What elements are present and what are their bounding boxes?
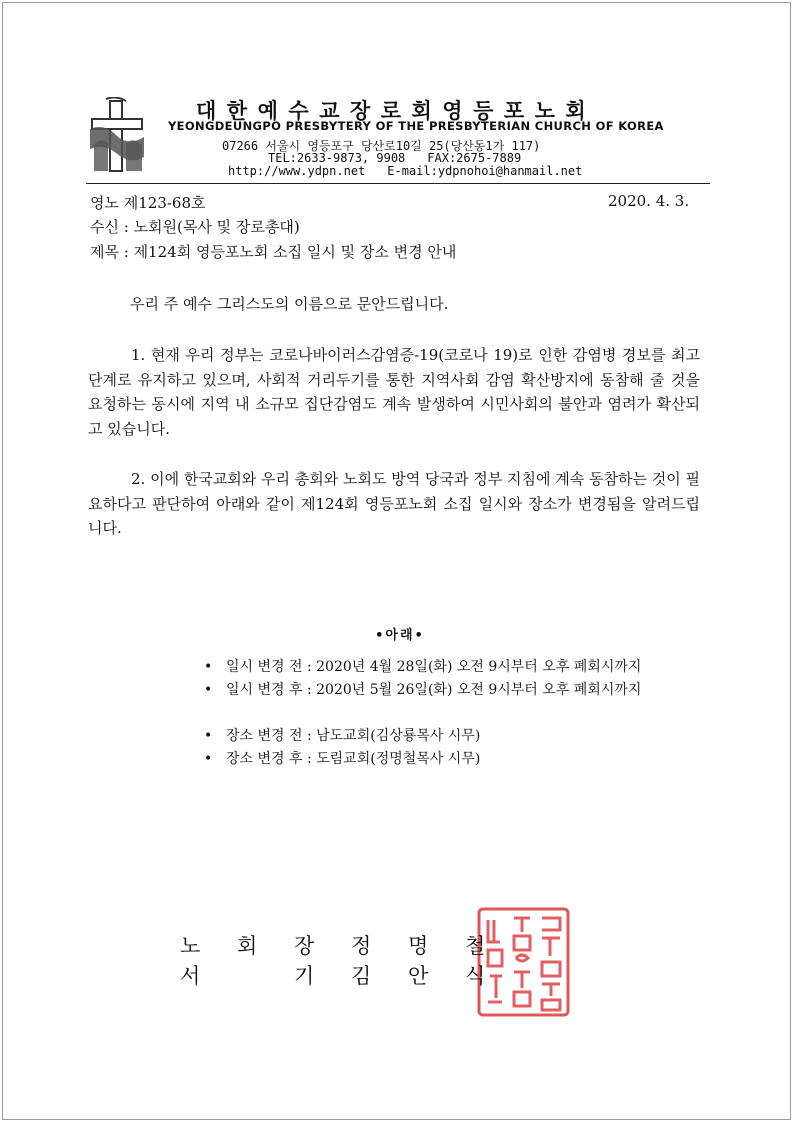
tel: TEL:2633-9873, 9908 bbox=[268, 151, 406, 165]
notice-heading: •아래• bbox=[375, 628, 425, 643]
greeting: 우리 주 예수 그리스도의 이름으로 문안드립니다. bbox=[130, 295, 449, 313]
list-item: • 일시 변경 후 : 2020년 5월 26일(화) 오전 9시부터 오후 폐회시까지 bbox=[204, 682, 642, 698]
letter-date: 2020. 4. 3. bbox=[608, 192, 690, 210]
list-item: • 장소 변경 후 : 도림교회(정명철목사 시무) bbox=[204, 751, 481, 767]
bullet-icon: • bbox=[204, 728, 213, 744]
email-link[interactable]: E-mail:ydpnohoi@hanmail.net bbox=[387, 164, 583, 178]
fax: FAX:2675-7889 bbox=[427, 151, 522, 165]
presbytery-logo-icon bbox=[86, 97, 148, 173]
signature-line-clerk: 서 기 김 안 식 bbox=[180, 964, 486, 988]
list-item: • 일시 변경 전 : 2020년 4월 28일(화) 오전 9시부터 오후 폐회시까지 bbox=[204, 659, 642, 675]
phone-fax bbox=[268, 151, 521, 165]
subject: 제목 : 제124회 영등포노회 소집 일시 및 장소 변경 안내 bbox=[90, 243, 457, 261]
place-change-list bbox=[204, 725, 480, 771]
recipient: 수신 : 노회원(목사 및 장로총대) bbox=[90, 218, 300, 236]
web-email bbox=[228, 164, 582, 178]
paragraph-2: 2. 이에 한국교회와 우리 총회와 노회도 방역 당국과 정부 지침에 계속 동참하는 것이 필요하다고 판단하여 아래와 같이 제124회 영등포노회 소집 일시와 장소가 변경됨을 알려드립니다. bbox=[88, 470, 700, 537]
bullet-icon: • bbox=[204, 682, 213, 698]
website-link[interactable]: http://www.ydpn.net bbox=[228, 164, 366, 178]
address: 07266 서울시 영등포구 당산로10길 25(당산동1가 117) bbox=[222, 139, 541, 153]
document-number: 영노 제123-68호 bbox=[90, 194, 206, 212]
organization-name-korean: 대한예수교장로회영등포노회 bbox=[196, 99, 597, 123]
date-change-list bbox=[204, 656, 641, 702]
list-item: • 장소 변경 전 : 남도교회(김상룡목사 시무) bbox=[204, 728, 481, 744]
signature-line-moderator: 노 회 장 정 명 철 bbox=[180, 934, 486, 958]
paragraph-1: 1. 현재 우리 정부는 코로나바이러스감염증-19(코로나 19)로 인한 감염병 경보를 최고 단계로 유지하고 있으며, 사회적 거리두기를 통한 지역사회 감염 확산방지에 동참해 줄 것을 요청하는 동시에 지역 내 소규모 집단감염도 계속 발생하여 시민사회의 불안과 염려가 확산되고 있습니다. bbox=[88, 346, 700, 438]
bullet-icon: • bbox=[204, 751, 213, 767]
bullet-icon: • bbox=[204, 659, 213, 675]
organization-name-english: YEONGDEUNGPO PRESBYTERY OF THE PRESBYTERIAN CHURCH OF KOREA bbox=[168, 119, 664, 133]
header-divider bbox=[86, 183, 710, 184]
